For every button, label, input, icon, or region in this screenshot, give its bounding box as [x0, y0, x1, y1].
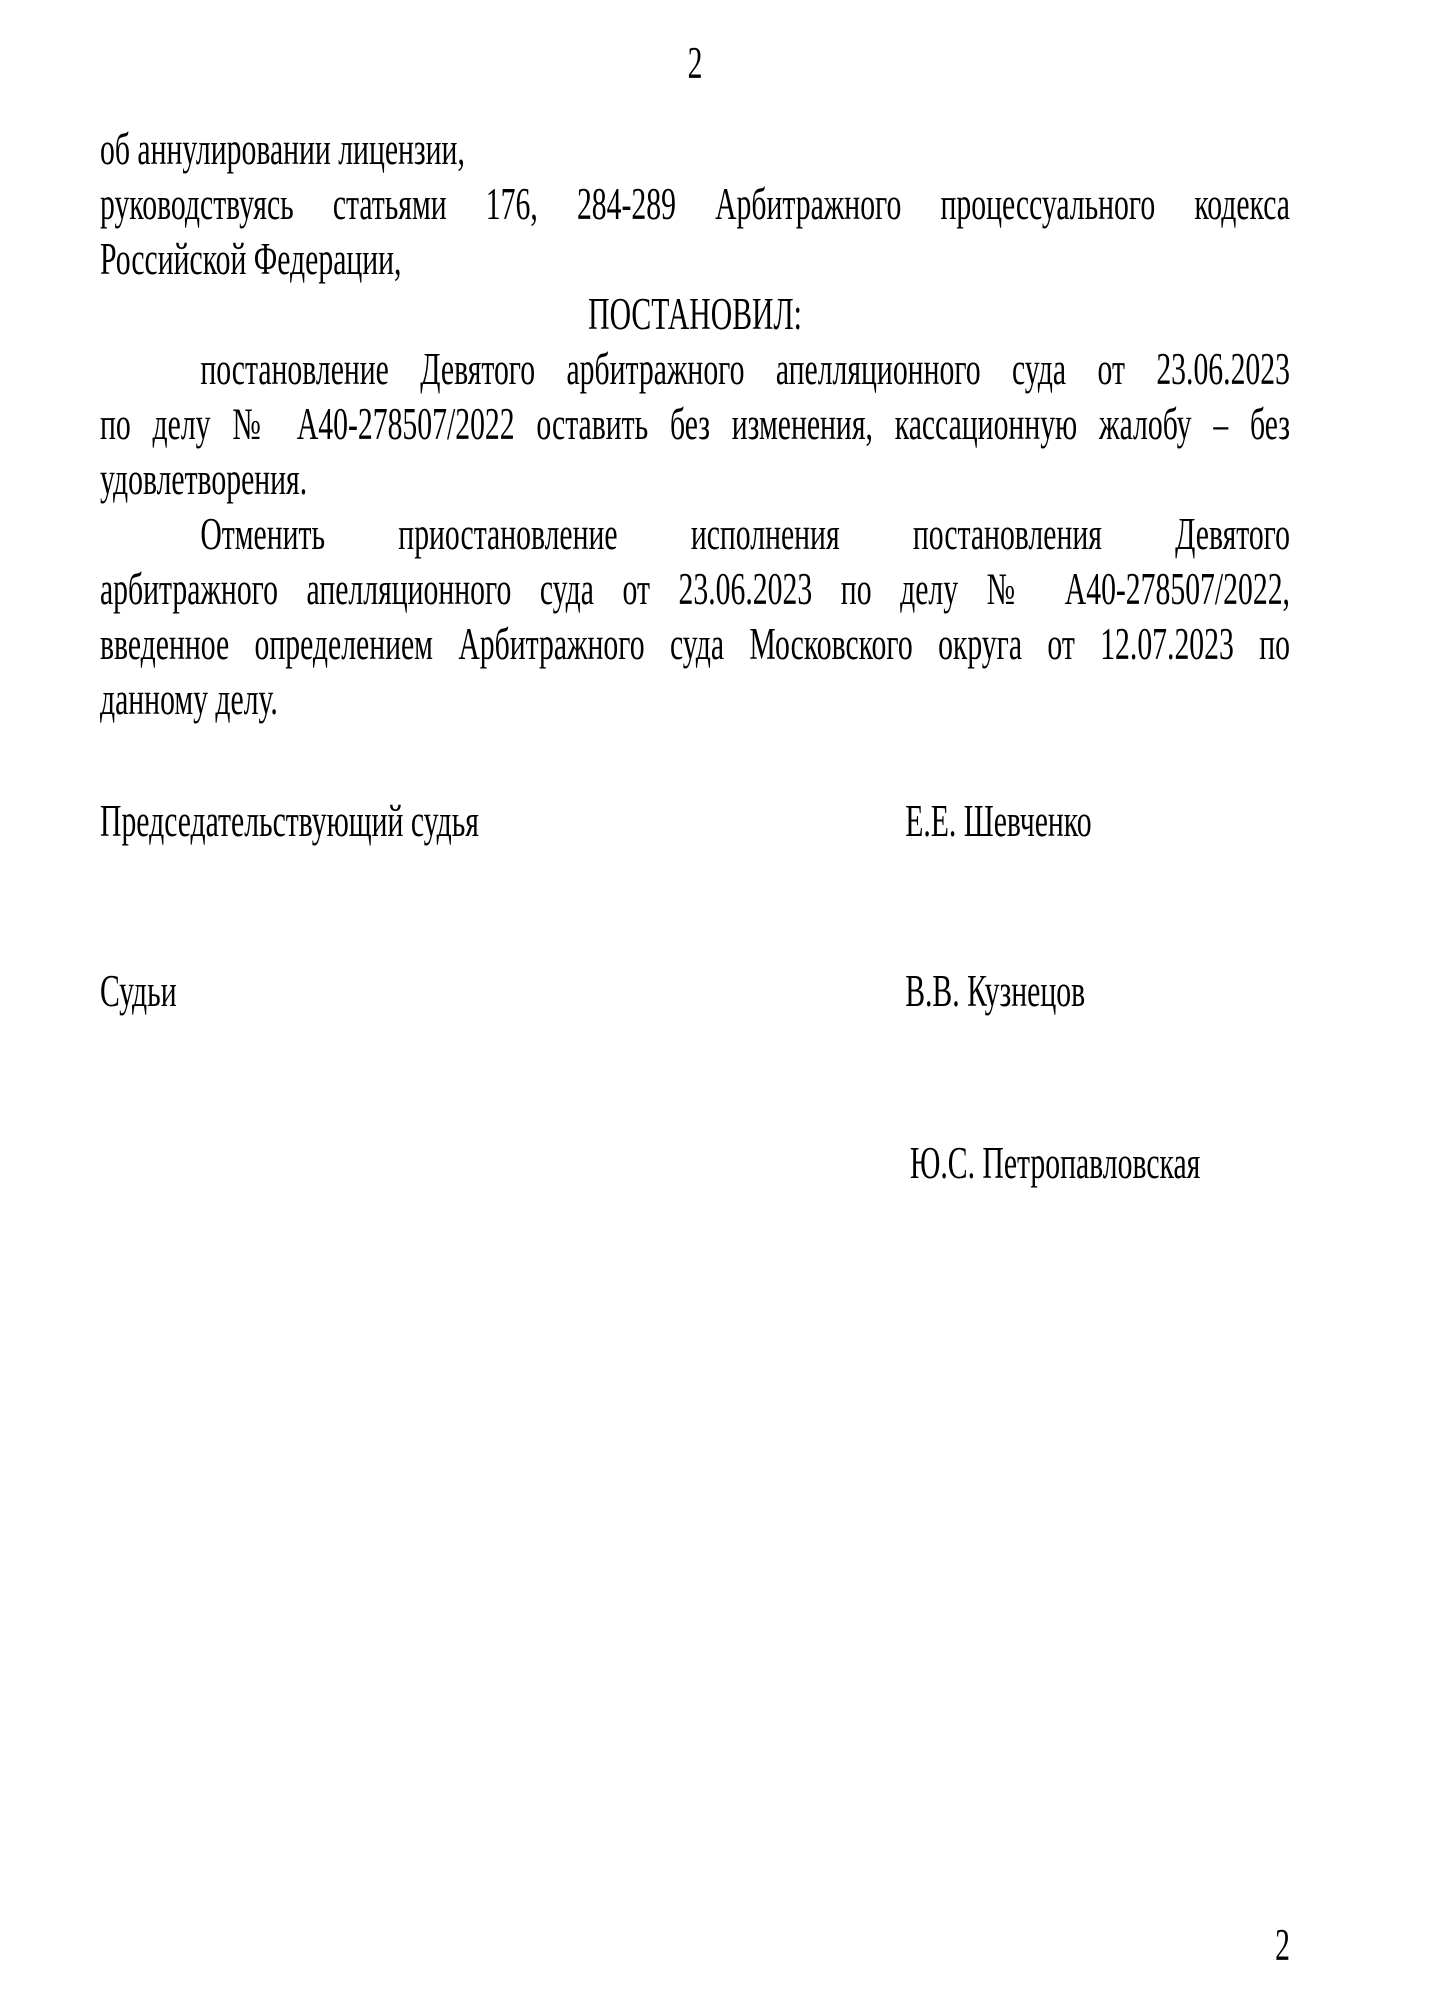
- body-line: по делу № А40-278507/2022 оставить без изменения, кассационную жалобу – без: [100, 399, 1290, 449]
- page-number-bottom: 2: [1275, 1920, 1290, 1970]
- signature-name: Ю.С. Петропавловская: [909, 1138, 1201, 1188]
- body-line: руководствуясь статьями 176, 284-289 Арбитражного процессуального кодекса: [100, 179, 1290, 229]
- signature-row: [100, 1136, 1290, 1191]
- signature-role: Председательствующий судья: [100, 796, 479, 846]
- body-line: Отменить приостановление исполнения постановления Девятого: [200, 509, 1290, 559]
- signature-row: [100, 964, 1290, 1019]
- body-line: данному делу.: [100, 674, 278, 724]
- body-line: об аннулировании лицензии,: [100, 124, 465, 174]
- signature-row: [100, 794, 1290, 849]
- body-line: Российской Федерации,: [100, 234, 402, 284]
- body-line: удовлетворения.: [100, 454, 308, 504]
- resolution-heading: ПОСТАНОВИЛ:: [588, 289, 802, 339]
- signature-name: В.В. Кузнецов: [905, 966, 1086, 1016]
- body-line: постановление Девятого арбитражного апелляционного суда от 23.06.2023: [200, 344, 1290, 394]
- signature-name: Е.Е. Шевченко: [905, 796, 1092, 846]
- signature-role: Судьи: [100, 966, 177, 1016]
- body-line: введенное определением Арбитражного суда Московского округа от 12.07.2023 по: [100, 619, 1290, 669]
- page-number-top: 2: [687, 38, 703, 88]
- ruling-body: [100, 122, 1290, 727]
- body-line: арбитражного апелляционного суда от 23.06.2023 по делу № А40-278507/2022,: [100, 564, 1290, 614]
